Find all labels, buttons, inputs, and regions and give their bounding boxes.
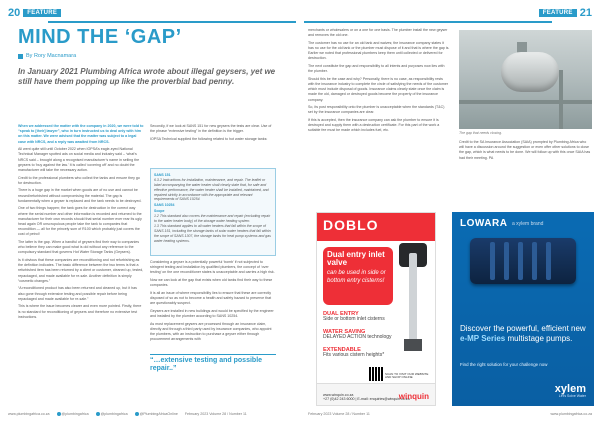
paragraph: “A reconditioned product has also been returned and cleaned up, but it has also gone through extensive testing and possible repair before being repackaged and made available for re-sale.” — [18, 286, 137, 301]
footer-social-instagram[interactable] — [96, 412, 128, 416]
ad-headline — [460, 324, 586, 343]
footer-site[interactable]: www.plumbingafrica.co.za — [8, 412, 50, 417]
pull-quote: “…extensive testing and possible repair..” — [150, 357, 263, 373]
paragraph: Credit to the professional plumbers who collect the tanks and ensure they go for destruction. — [18, 175, 140, 185]
feature-extendable — [323, 347, 384, 359]
page-number-left: 20 — [8, 7, 21, 19]
paragraph: The latter is the gap. When a handful of geysers find their way to companies who believe they can make good what is old without any reference to the compulsory standard that governs Hot Water Storage Tanks (Geysers). — [18, 240, 140, 255]
xylem-logo — [555, 384, 586, 399]
feature-text: Fits various cistern heights* — [323, 352, 385, 359]
ad-subheadline: can be used in side or bottom entry cisterns! — [327, 269, 386, 285]
ad-headline — [323, 247, 393, 305]
paragraph: The next constitute the gap and responsibility to all intents and purposes now lies with the plumber. — [308, 64, 445, 74]
byline-marker-icon — [18, 54, 23, 59]
xylem-tagline: Let's Solve Water — [558, 393, 586, 398]
paragraph: Is it obvious that these companies are reconditioning and not refurbishing as the definition indicates. The basic difference between the two terms is that a refurbished item has been returned by a client or customer, cleaned up, tested, repackaged, and made available for re-sale. Another definition is simply “cosmetic changes.” — [18, 258, 144, 283]
byline — [18, 53, 76, 59]
lowara-ad[interactable] — [452, 212, 594, 406]
ad-url[interactable]: www.winquin.co.za — [323, 393, 354, 397]
lead-paragraph: When we addressed the matter with the company in 2020, we were told to “speak to [their] lawyer”, who in turn instructed us to deal only with him on this matter. We were advised that the matter was subject to a legal case with NRCS, and a reply was awaited from NRCS. — [18, 124, 144, 144]
scan-text: SCAN TO VISIT OUR WEBSITE AND SHOP ONLINE — [385, 371, 429, 380]
right-column-1 — [308, 28, 450, 136]
ad-headline-text: multistage pumps. — [507, 333, 573, 343]
header-rule-right — [304, 21, 552, 23]
feature-text: DELAYED ACTION technology — [323, 334, 392, 341]
box-text: 1.3 This standard applies to all water heaters that fall within the scope of SANS 151, including the storage tanks of solar water heaters that fall within the scope of SANS 1307, the storage tanks for heat pump systems and gas water heating systems. — [154, 223, 271, 243]
box-heading: SANS 10254 — [154, 203, 175, 208]
column-2-bottom — [150, 260, 276, 345]
inlet-valve-image — [395, 243, 431, 353]
feature-dual-entry — [323, 311, 385, 323]
left-footer — [8, 412, 247, 416]
article-title: MIND THE ‘GAP’ — [18, 26, 182, 48]
social-handle: @PlumbingAfricaOnline — [139, 412, 178, 416]
box-text: 6.3.2 Instructions for installation, maintenance, and repair. The leaflet or label accompanying the water heater shall clearly state that, for safe and effective performance, the water heater shall be installed, maintained, and repaired strictly in accordance with the appropriate and relevant requirements of SANS 10254. — [154, 177, 269, 202]
ad-headline-highlight: e-MP Series — [460, 333, 506, 343]
doblo-ad[interactable] — [316, 212, 436, 406]
paragraph: Credit to the SA Insurance Association (SAIA) prompted by Plumbing Africa who will have a discussion around the suggestion or even offer other solutions to close the gap, which is what needs to be done. We will follow up with this once SAIA has had their meeting. PA — [459, 140, 591, 160]
paragraph: As most replacement geysers are processed through an insurance claim, directly and through a third party used by insurance companies, who appoint the plumbers, with an instruction to purchase a geyser either through procurement arrangements with — [150, 321, 272, 342]
paragraph: merchants or wholesalers or on a one for one basis. The plumber install the new geyser and removes the old one. — [308, 28, 448, 38]
header-rule-left — [48, 21, 296, 23]
box-heading: SANS 151 — [154, 173, 171, 177]
column-2-top — [150, 124, 276, 144]
pump-ring-shape — [490, 242, 495, 280]
pipe-shape — [559, 70, 563, 129]
paragraph: Considering a geyser is a potentially powerful ‘bomb’ if not subjected to stringent testing and installation by qualified plumbers, the concept of ‘over testing’ on the one reconditioner states is unacceptable and carries a high risk. — [150, 260, 275, 275]
intro: In January 2021 Plumbing Africa wrote about illegal geysers, yet we still have them popping up like the proverbial bad penny. — [18, 67, 276, 86]
ad-phone-email: +27 (0)42 243 6000 | E-mail: enquiries@winquin.co.za — [323, 397, 410, 401]
pipe-shape — [459, 100, 592, 104]
paragraph: This is where the issue becomes clearer and even more pointed. Firstly, there is no standard for reconditioning of geysers and therefore no extensive test instructions. — [18, 304, 142, 319]
doblo-logo: DOBLO — [323, 217, 379, 233]
paragraph: Should this be the case and why? Personally, there is no case, as responsibility rests with the insurance industry to complete the circle of satisfying the needs of the customer which must include disposal of goods. Insurance claims clearly state once the claim is made the old, damaged or destroyed goods become the property of the insurance company. — [308, 76, 449, 102]
right-footer — [308, 412, 592, 416]
pump-ring-shape — [532, 242, 537, 280]
paragraph: Geysers are installed in new buildings and would be specified by the engineer and installed by the plumber according to SANS 10254. — [150, 308, 274, 318]
paragraph: One of two things happen; the tank goes for destruction in the correct way where the serial number and other information is recorded and returned to the manufacturer for their own records should that serial number ever rear its ugly head again OR unscrupulous people take the tank to companies that recondition — all for the princely sum of R100 which probably just covers the cost of petrol! — [18, 206, 142, 237]
pump-ring-shape — [504, 242, 509, 280]
twitter-icon — [57, 412, 61, 416]
social-handle: @plumbingafrica — [100, 412, 128, 416]
quote-rule — [150, 354, 276, 355]
footer-issue: February 2023 Volume 28 / Number 11 — [308, 412, 370, 416]
paragraph: So, its post responsibility onto the plumber is unacceptable when the standards (T&C) set by the insurance companies are clear. — [308, 105, 445, 115]
box-subheading: Scope — [154, 209, 165, 214]
paragraph: The customer has no use for an old tank and waives; the insurance company states it has no use for the old tank or the plumber must dispose of it and that is where the gap is. Earlier we noted that professional plumbers keep them until collected or delivered for destruction. — [308, 40, 450, 61]
ad-headline-text: Discover the powerful, efficient new — [460, 324, 586, 333]
section-label-right: FEATURE — [539, 9, 577, 17]
valve-stem-shape — [409, 253, 417, 343]
pump-image — [470, 238, 576, 284]
right-column-2 — [459, 140, 592, 163]
winquin-logo: winquin — [398, 392, 429, 401]
valve-base-shape — [404, 339, 422, 351]
box-text: 1.2 This standard also covers the maintenance and repair (excluding repair to the water heater body) of the storage water heating system. — [154, 214, 271, 224]
paragraph: Now we can look at the gap that exists when old tanks find their way to these companies. — [150, 278, 273, 288]
footer-social-facebook[interactable] — [135, 412, 178, 416]
ad-cta[interactable]: Find the right solution for your challenge now — [460, 362, 548, 367]
feature-title: EXTENDABLE — [323, 347, 361, 353]
facebook-icon — [135, 412, 139, 416]
tank-shape — [501, 52, 559, 92]
paragraph: If this is accepted, then the insurance company can ask the plumber to ensure it is destroyed and supply them with a destruction certificate. For this part of the work a suitable fee must be made which includes fuel, etc. — [308, 118, 440, 133]
byline-text: By Rory Macnamara — [26, 53, 77, 59]
right-page — [300, 0, 600, 424]
footer-issue: February 2023 Volume 28 / Number 11 — [184, 412, 247, 417]
right-header — [536, 7, 592, 19]
paragraph: There is a huge gap in the market when goods are of no use and cannot be reused/refurbished without compromising the material. The gap is fundamentally when a geyser is replaced and the tank needs to be destroyed. — [18, 188, 142, 203]
feature-water-saving — [323, 329, 392, 341]
left-header — [8, 7, 64, 19]
page-number-right: 21 — [579, 7, 592, 19]
lowara-logo: LOWARA — [460, 218, 508, 229]
ad-headline-text: Dual entry inlet valve — [327, 250, 385, 268]
instagram-icon — [96, 412, 100, 416]
footer-social-twitter[interactable] — [57, 412, 89, 416]
section-label-left: FEATURE — [23, 9, 61, 17]
ad-contact[interactable] — [323, 393, 410, 401]
feature-title: WATER SAVING — [323, 329, 366, 335]
feature-title: DUAL ENTRY — [323, 311, 359, 317]
footer-site[interactable]: www.plumbingafrica.co.za — [550, 412, 592, 416]
paragraph: IOPSA Technical supplied the following related to hot water storage tanks: — [150, 136, 268, 141]
pump-ring-shape — [546, 242, 551, 280]
paragraph: All went quite still until October 2022 when IOPSA’s eagle-eyed National Technical Manager spotted ads on social media and industry said – ‘what’s NRCS said – brought along a recognised manufacturer’s name in selling the geysers to ‘buy against the law.’ It is called ‘covering off’ and no doubt the manufacturer will take the necessary action. — [18, 147, 140, 173]
paragraph: Secondly, if we look at SANS 151 for new geysers the tests are clear. Use of the phrase “extensive testing” in the definition is the trigger. — [150, 124, 272, 134]
qr-code-icon[interactable] — [369, 367, 383, 381]
social-handle: @plumbingafrica — [61, 412, 89, 416]
standards-box — [150, 168, 276, 256]
pump-ring-shape — [518, 242, 523, 280]
photo-caption: The gap that needs closing. — [459, 131, 503, 135]
paragraph: It is all an issue of where responsibility lies to ensure that these are correctly disposed of so as not to become a health and safety hazard to preserve that are questionably suspect. — [150, 290, 272, 306]
lowara-subbrand: a xylem brand — [512, 221, 544, 227]
xylem-wordmark: xylem — [554, 382, 586, 395]
column-1 — [18, 124, 144, 322]
feature-text: Side or bottom inlet cisterns — [323, 316, 385, 323]
geyser-photo — [459, 30, 592, 129]
